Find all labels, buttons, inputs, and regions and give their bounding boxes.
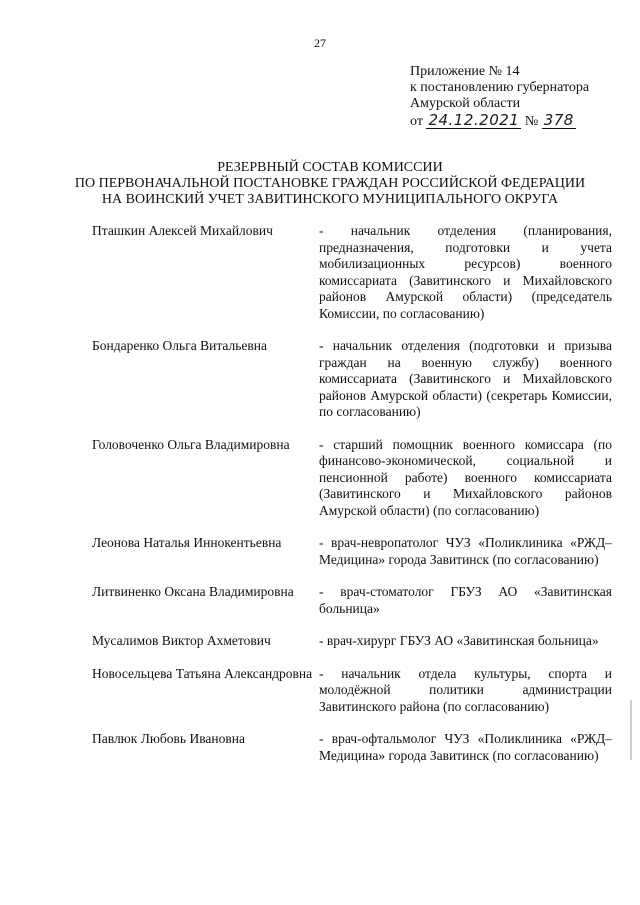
document-title [40, 160, 620, 208]
member-name: Леонова Наталья Иннокентьевна [92, 535, 282, 550]
appendix-title: Приложение № 14 [410, 64, 520, 79]
member-entry [92, 666, 612, 716]
member-entry [92, 731, 612, 764]
member-entry [92, 584, 612, 617]
member-name: Литвиненко Оксана Владимировна [92, 584, 294, 599]
date-prefix: от [410, 114, 423, 129]
handwritten-number: 378 [543, 111, 574, 129]
member-entry [92, 437, 612, 520]
member-entry [92, 535, 612, 568]
member-role: - врач-стоматолог ГБУЗ АО «Завитинская больница» [319, 584, 612, 616]
member-role: - начальник отделения (подготовки и призыва граждан на военную службу) военного комиссариата (Завитинского и Михайловского районов Амурской области) (секретарь Комиссии, по согласованию) [319, 338, 612, 419]
appendix-date-line [410, 112, 610, 130]
members-list [92, 223, 612, 764]
member-role: - врач-офтальмолог ЧУЗ «Поликлиника «РЖД–Медицина» города Завитинск (по согласованию) [319, 731, 612, 763]
member-entry [92, 338, 612, 421]
member-name: Новосельцева Татьяна Александровна [92, 665, 313, 681]
appendix-block [410, 64, 610, 130]
appendix-region: Амурской области [410, 96, 521, 111]
scan-edge-mark [630, 700, 632, 760]
member-name: Головоченко Ольга Владимировна [92, 436, 290, 452]
member-name: Павлюк Любовь Ивановна [92, 731, 245, 746]
member-role: - начальник отделения (планирования, предназначения, подготовки и учета мобилизационных ресурсов) военного комиссариата (Завитинского и Михайловского районов Амурской области) (председатель Комиссии, по согласованию) [319, 223, 612, 321]
title-line-2: ПО ПЕРВОНАЧАЛЬНОЙ ПОСТАНОВКЕ ГРАЖДАН РОССИЙСКОЙ ФЕДЕРАЦИИ [74, 176, 586, 191]
title-line-1: РЕЗЕРВНЫЙ СОСТАВ КОМИССИИ [217, 160, 443, 175]
appendix-reference: к постановлению губернатора [410, 80, 590, 95]
member-name: Бондаренко Ольга Витальевна [92, 338, 267, 353]
member-role: - врач-хирург ГБУЗ АО «Завитинская больница» [319, 633, 599, 648]
page-number: 27 [314, 36, 326, 50]
member-role: - старший помощник военного комиссара (по финансово-экономической, социальной и пенсионной работе) военного комиссариата (Завитинского и Михайловского районов Амурской области) (по согласованию) [319, 436, 612, 518]
title-line-3: НА ВОИНСКИЙ УЧЕТ ЗАВИТИНСКОГО МУНИЦИПАЛЬНОГО ОКРУГА [101, 192, 559, 207]
member-name: Мусалимов Виктор Ахметович [92, 633, 271, 648]
member-role: - врач-невропатолог ЧУЗ «Поликлиника «РЖД–Медицина» города Завитинск (по согласованию) [319, 535, 612, 567]
member-name: Пташкин Алексей Михайлович [92, 223, 273, 238]
member-entry [92, 633, 612, 650]
handwritten-date: 24.12.2021 [428, 111, 520, 129]
member-role: - начальник отдела культуры, спорта и молодёжной политики администрации Завитинского района (по согласованию) [319, 665, 612, 714]
member-entry [92, 223, 612, 322]
number-prefix: № [524, 114, 539, 129]
